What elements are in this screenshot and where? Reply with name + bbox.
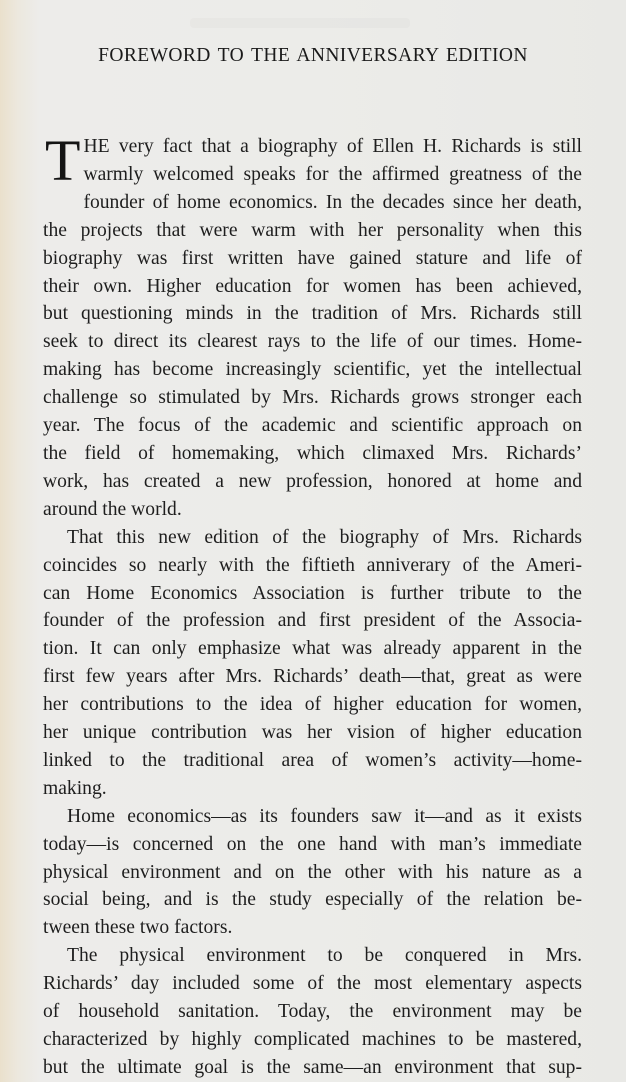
text-line: tion. It can only emphasize what was already apparent in the <box>43 638 582 660</box>
text-line: That this new edition of the biography of Mrs. Richards <box>67 526 582 548</box>
text-line: the field of homemaking, which climaxed Mrs. Richards’ <box>43 442 582 464</box>
text-line: physical environment and on the other with his nature as a <box>43 861 582 883</box>
text-line: warmly welcomed speaks for the affirmed greatness of the <box>83 163 582 185</box>
text-line: founder of home economics. In the decades since her death, <box>83 191 582 213</box>
text-line: making has become increasingly scientific, yet the intellectual <box>43 359 582 381</box>
text-line: tween these two factors. <box>43 917 233 939</box>
body-text <box>43 128 582 1082</box>
text-line: but questioning minds in the tradition of Mrs. Richards still <box>43 303 582 325</box>
text-line: first few years after Mrs. Richards’ death—that, great as were <box>43 666 582 688</box>
text-line: year. The focus of the academic and scientific approach on <box>43 415 582 437</box>
text-line: but the ultimate goal is the same—an environment that sup- <box>43 1056 582 1078</box>
text-line: work, has created a new profession, honored at home and <box>43 470 582 492</box>
text-line: their own. Higher education for women has been achieved, <box>43 275 582 297</box>
text-line: social being, and is the study especially of the relation be- <box>43 889 582 911</box>
text-line: seek to direct its clearest rays to the life of our times. Home- <box>43 331 582 353</box>
paragraph-1 <box>43 128 582 524</box>
text-line: today—is concerned on the one hand with man’s immediate <box>43 833 582 855</box>
show-through-text <box>190 18 410 28</box>
text-line: Home economics—as its founders saw it—and as it exists <box>67 805 582 827</box>
page-heading: FOREWORD TO THE ANNIVERSARY EDITION <box>98 45 528 66</box>
text-line: making. <box>43 777 107 799</box>
paragraph-4 <box>43 942 582 1082</box>
text-line: can Home Economics Association is further tribute to the <box>43 582 582 604</box>
text-line: Richards’ day included some of the most elementary aspects <box>43 973 582 995</box>
text-line: linked to the traditional area of women’s activity—home- <box>43 749 582 771</box>
text-line: biography was first written have gained stature and life of <box>43 247 582 269</box>
text-line: her contributions to the idea of higher education for women, <box>43 694 582 716</box>
text-line: HE very fact that a biography of Ellen H. Richards is still <box>83 136 582 157</box>
text-line: the projects that were warm with her personality when this <box>43 219 582 241</box>
paragraph-2 <box>43 524 582 803</box>
text-line: coincides so nearly with the fiftieth anniverary of the Ameri- <box>43 554 582 576</box>
text-line: her unique contribution was her vision of higher education <box>43 722 582 744</box>
text-line: of household sanitation. Today, the environment may be <box>43 1001 582 1023</box>
text-line: around the world. <box>43 498 182 520</box>
text-line: challenge so stimulated by Mrs. Richards grows stronger each <box>43 387 582 409</box>
drop-cap: T <box>45 128 81 193</box>
paragraph-3 <box>43 803 582 943</box>
text-line: The physical environment to be conquered in Mrs. <box>67 945 582 967</box>
text-line: founder of the profession and first president of the Associa- <box>43 610 582 632</box>
text-line: characterized by highly complicated machines to be mastered, <box>43 1029 582 1050</box>
